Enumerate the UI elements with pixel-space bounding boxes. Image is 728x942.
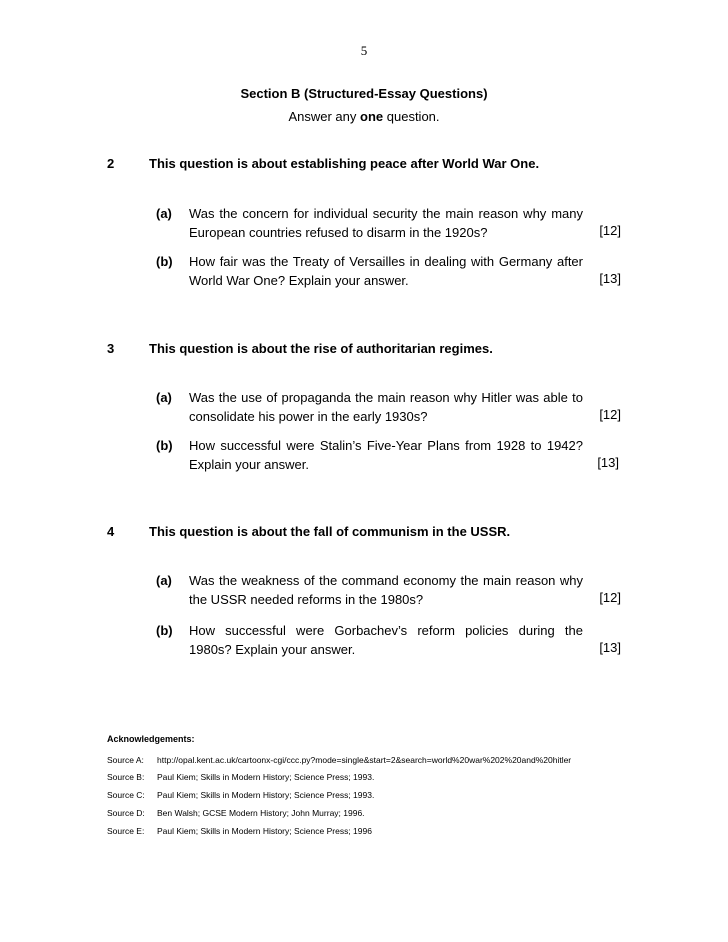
instruction-emphasis: one — [360, 109, 384, 124]
part-text: How fair was the Treaty of Versailles in dealing with Germany after World War One? Explain your answer. — [189, 254, 583, 288]
source-line — [107, 772, 374, 782]
part-marks: [13] — [599, 640, 621, 655]
source-line — [107, 755, 571, 765]
part-text: Was the use of propaganda the main reason why Hitler was able to consolidate his power in the early 1930s? — [189, 390, 583, 424]
source-text: Paul Kiem; Skills in Modern History; Science Press; 1993. — [157, 790, 375, 800]
part-label: (b) — [156, 438, 173, 453]
part-marks: [12] — [599, 407, 621, 422]
question-stem: This question is about the fall of communism in the USSR. — [149, 524, 511, 539]
source-text: Paul Kiem; Skills in Modern History; Science Press; 1996 — [157, 826, 372, 836]
part-marks: [12] — [599, 590, 621, 605]
instruction-text: Answer any — [288, 109, 361, 124]
question-stem: This question is about the rise of authoritarian regimes. — [149, 341, 493, 356]
source-line — [107, 790, 374, 800]
part-marks: [12] — [599, 223, 621, 238]
part-label: (b) — [156, 623, 173, 638]
part-label: (b) — [156, 254, 173, 269]
part-text: Was the weakness of the command economy the main reason why the USSR needed reforms in the 1980s? — [189, 573, 583, 607]
part-marks: [13] — [597, 455, 619, 470]
source-label: Source B: — [107, 772, 145, 782]
question-number: 2 — [107, 156, 115, 171]
part-label: (a) — [156, 390, 172, 405]
section-instruction — [0, 109, 728, 124]
part-text: How successful were Stalin’s Five-Year Plans from 1928 to 1942? Explain your answer. — [189, 438, 583, 472]
source-text: http://opal.kent.ac.uk/cartoonx-cgi/ccc.py?mode=single&start=2&search=world%20war%202%20and%20hitler — [157, 755, 572, 765]
source-label: Source D: — [107, 808, 145, 818]
source-text: Paul Kiem; Skills in Modern History; Science Press; 1993. — [157, 772, 375, 782]
source-text: Ben Walsh; GCSE Modern History; John Murray; 1996. — [157, 808, 365, 818]
question-number: 4 — [107, 524, 115, 539]
source-label: Source C: — [107, 790, 145, 800]
source-line — [107, 808, 365, 818]
source-label: Source A: — [107, 755, 144, 765]
question-number: 3 — [107, 341, 115, 356]
section-title: Section B (Structured-Essay Questions) — [240, 86, 488, 101]
part-marks: [13] — [599, 271, 621, 286]
part-label: (a) — [156, 206, 172, 221]
instruction-text-end: question. — [383, 109, 440, 124]
part-text: How successful were Gorbachev’s reform policies during the 1980s? Explain your answer. — [189, 623, 583, 657]
part-label: (a) — [156, 573, 172, 588]
page-number: 5 — [360, 43, 368, 58]
source-line — [107, 826, 372, 836]
source-label: Source E: — [107, 826, 145, 836]
question-stem: This question is about establishing peace after World War One. — [149, 156, 540, 171]
part-text: Was the concern for individual security the main reason why many European countries refused to disarm in the 1920s? — [189, 206, 583, 240]
acknowledgements-title: Acknowledgements: — [107, 734, 195, 744]
